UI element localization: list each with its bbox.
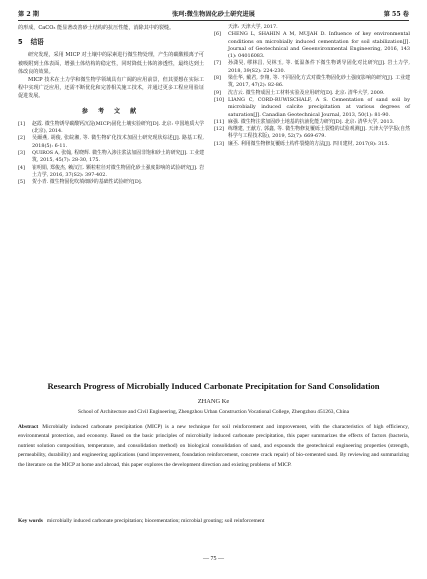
reference-item: [8] 梁仕华, 戴君, 李翔, 等. 不同固化方式对微生物固化砂土强度影响的研究[J]. 工业建筑, 2017, 47(2): 82-86. — [214, 75, 410, 89]
english-affiliation: School of Architecture and Civil Engineering, Zhengzhou Urban Construction Vocational College, Zhengzhou 451263, China — [77, 409, 350, 415]
reference-item: [7] 孙潇昊, 缪林昌, 吴林玉, 等. 低温条件下微生物诱导固化对比研究[J]. 岩土力学, 2018, 39(S2): 224-230. — [214, 60, 410, 74]
volume-number: 第 55 卷 — [383, 11, 409, 18]
references-title: 参 考 文 献 — [81, 107, 141, 115]
english-abstract — [18, 423, 409, 470]
references-list-left — [18, 121, 204, 187]
left-column — [18, 24, 204, 187]
page-number: — 75 — — [203, 556, 224, 562]
running-header — [18, 8, 409, 21]
reference-item: [13] 廉丕. 利用微生物修复覆砾土构件裂缝的方法[J]. 四川建材, 2017(8): 315. — [214, 140, 390, 147]
keywords-label: Key words — [18, 518, 43, 524]
abstract-label: Abstract — [18, 424, 39, 430]
reference-item: [6] CHENG L, SHAHIN A M, MUJAH D. Influence of key environmental conditions on microbially induced cementation for soil stabilization[J]. Journal of Geotechnical and Geoenvironmental Engineering, 2016, 143 (1): 04016083. — [214, 31, 410, 60]
keywords-text: microbially induced carbonate precipitation; biocementation; microbial grouting; soil reinforcement — [46, 518, 265, 524]
reference-item: [2] 吴爾燕, 胡俊, 张皖湘, 等. 微生物矿化技术加固土研究现状综述[J]. 路基工程, 2018(5): 6-11. — [18, 135, 204, 149]
section-heading — [18, 38, 204, 46]
section-number: 5 — [18, 38, 23, 47]
english-author: ZHANG Ke — [197, 398, 230, 405]
reference-item: [1] 赵霞. 微生物诱导碳酸钙沉淀(MICP)固化土壤实验研究[D]. 北京: 中国地质大学(北京), 2014. — [18, 120, 204, 135]
intro-paragraph: 的形成，CaCO₃ 能显著改善砂土结构的抗压性能，消除其中的裂缝。 — [18, 25, 175, 31]
reference-item: [4] 崔明娟, 郑俊杰, 赖汉江. 颗粒粒径对微生物固化砂土强度影响的试验研究[J]. 岩土力学, 2016, 37(S2): 397-402. — [18, 164, 204, 178]
reference-item: [9] 沈吉云. 微生物成因土工材料实验及应用研究[D]. 北京: 清华大学, 2009. — [214, 89, 385, 96]
reference-item: [10] LIANG C, CORD-RUWISCHALF, A S. Cementation of sand soil by microbially induced calcite precipitation at various degrees of saturation[J]. Canadian Geotechnical Journal, 2013, 50(1): 81-90. — [214, 96, 410, 118]
english-title: Research Progress of Microbially Induced Carbonate Precipitation for Sand Consolidation — [47, 381, 380, 391]
references-list-right — [214, 24, 410, 148]
reference-item: [12] 练继建, 王献方, 郭鑫, 等. 微生物修复覆砾土裂缝的试验观测[J]. 天津大学学报(自然科学与工程技术版), 2019, 52(7): 669-679. — [214, 126, 410, 140]
conclusion-paragraph-1: 研究发现，采用 MICP 对土壤中的尿素进行微生物处理，产生的碳酸根离子可被吸附到土体表面，增强土体结构的稳定性，同时降低土体的渗透性，最终达到土体改良的效果。 — [18, 52, 204, 75]
section-title: 结语 — [30, 38, 44, 47]
conclusion-paragraph-2: MICP 技术在土力学和微生物学领域具有广阔的应用前景，但其要想在实际工程中实现广泛应用，还需不断优化和完善相关施工技术，并通过更多工程应用验证促进发展。 — [18, 77, 204, 100]
reference-item-continued: 天津: 天津大学, 2017. — [228, 24, 278, 30]
issue-number: 第 2 期 — [18, 11, 39, 18]
abstract-text: Microbially induced carbonate precipitation (MICP) is a new technique for soil reinforcement and improvement, with the characteristics of high efficiency, environmental protection, and economy. Based on the basic principles of microbially induced carbonate precipitation, this paper summarizes the effects of factors (bacteria, nutrient solution composition, temperature, and consolidation method) on biological consolidation of sand, and expounds the geotechnical engineering properties (strength, permeability, durability) and engineering applications (sand improvement, foundation reinforcement, concrete crack repair) of bio-cemented sand. By reviewing and summarizing the literature on the MICP at home and abroad, this paper explores the development direction and existing problems of MICP. — [18, 424, 409, 468]
running-title: 张珂:微生物固化砂土研究进展 — [172, 11, 255, 18]
english-keywords — [18, 518, 409, 524]
right-column — [214, 24, 410, 148]
reference-item: [5] 贺小青. 微生物固化吹填细砂的基础性试验研究[D]. — [18, 179, 143, 186]
reference-item: [3] QUIROS A, 张翰, 程晓辉. 微生物入渗注浆法加固非饱和砂土的研究[J]. 工业建筑, 2015, 45(7): 28-30, 175. — [18, 150, 204, 164]
reference-item: [11] 麻强. 微生物注浆加固砂土地基的抗液化能力研究[D]. 北京: 清华大学, 2013. — [214, 118, 395, 125]
